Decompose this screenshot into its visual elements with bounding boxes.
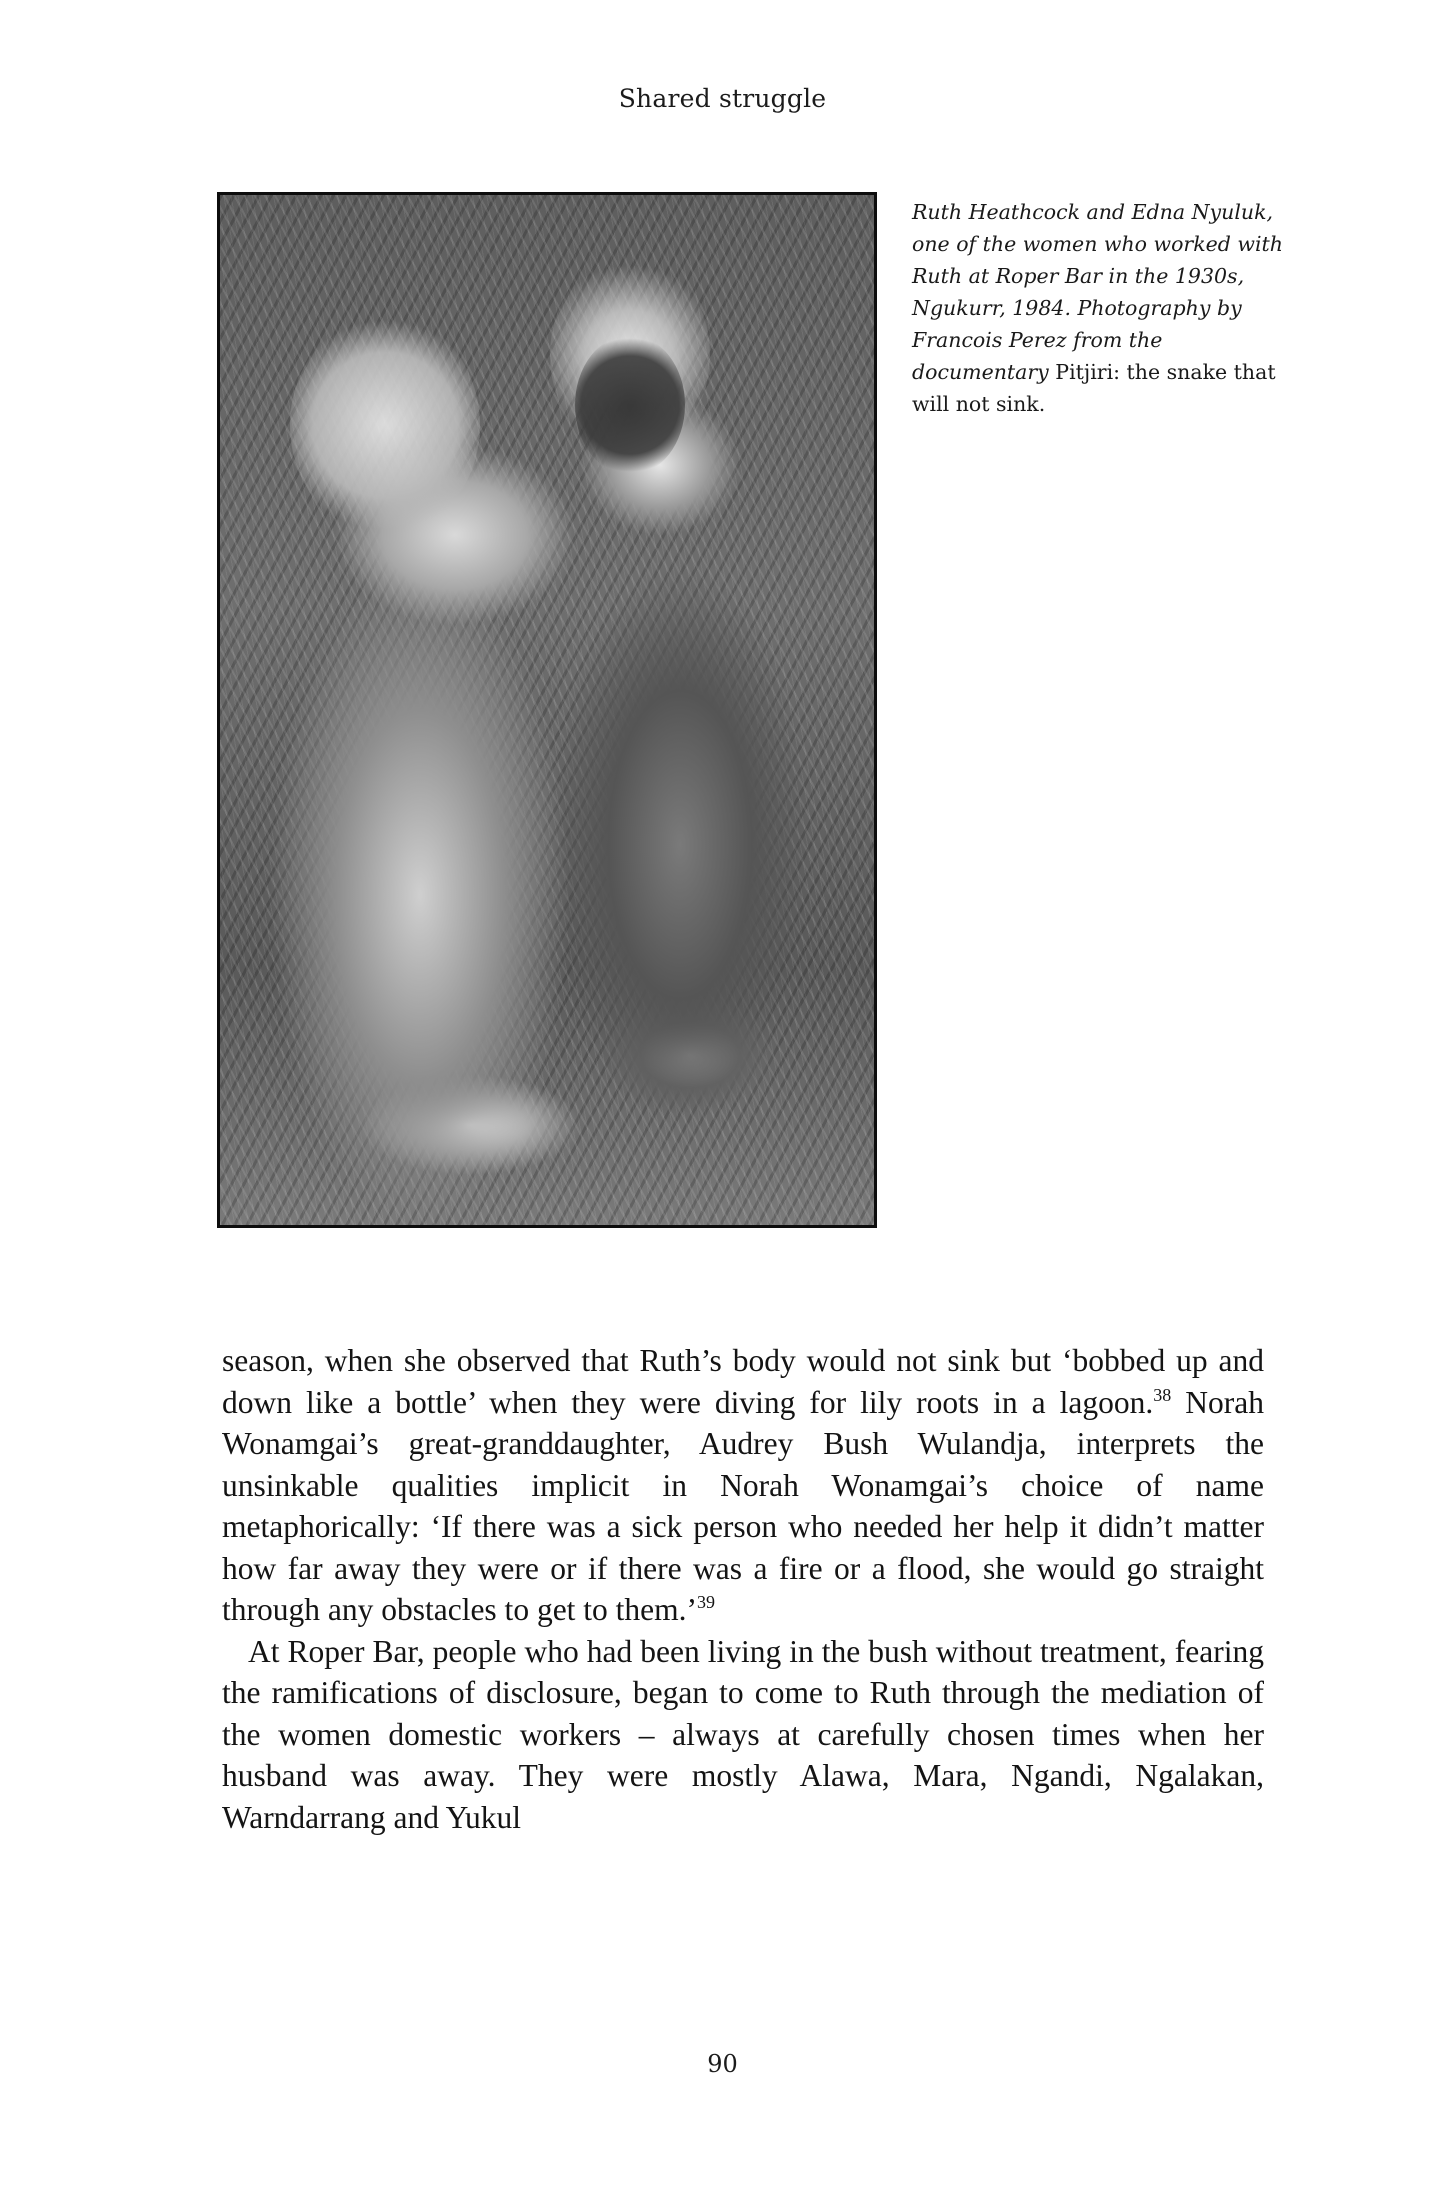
running-head: Shared struggle (618, 84, 827, 113)
paragraph-1-text-b: Norah Wonamgai’s great-granddaughter, Audrey Bush Wulandja, interprets the unsinkable qualities implicit in Norah Wonamgai’s choice of name metaphorically: ‘If there was a sick person who needed her help it didn’t matter how far away they were or if there was a fire or a flood, she would go straight through any obstacles to get to them.’ (222, 1384, 1264, 1627)
photograph (217, 192, 877, 1228)
paragraph-2: At Roper Bar, people who had been living in the bush without treatment, fearing the ramifications of disclosure, began to come to Ruth through the mediation of the women domestic workers – always at carefully chosen times when her husband was away. They were mostly Alawa, Mara, Ngandi, Ngalakan, Warndarrang and Yukul (222, 1633, 1264, 1835)
photo-subject-right-face (575, 335, 685, 475)
caption-italic: Ruth Heathcock and Edna Nyuluk, one of the women who worked with Ruth at Roper Bar in the 1930s, Ngukurr, 1984. Photography by Francois Perez from the documentary (912, 200, 1283, 384)
footnote-ref-38[interactable]: 38 (1153, 1384, 1172, 1405)
paragraph-1-text-a: season, when she observed that Ruth’s body would not sink but ‘bobbed up and down like a bottle’ when they were diving for lily roots in a lagoon. (222, 1343, 1264, 1420)
photo-caption (912, 196, 1292, 420)
body-text (222, 1340, 1264, 1838)
caption-roman: Pitjiri: the snake that will not sink. (912, 360, 1276, 416)
paragraph-1 (222, 1340, 1264, 1631)
page-number: 90 (707, 2050, 738, 2078)
photo-subject-left (290, 315, 480, 535)
footnote-ref-39[interactable]: 39 (697, 1592, 716, 1612)
